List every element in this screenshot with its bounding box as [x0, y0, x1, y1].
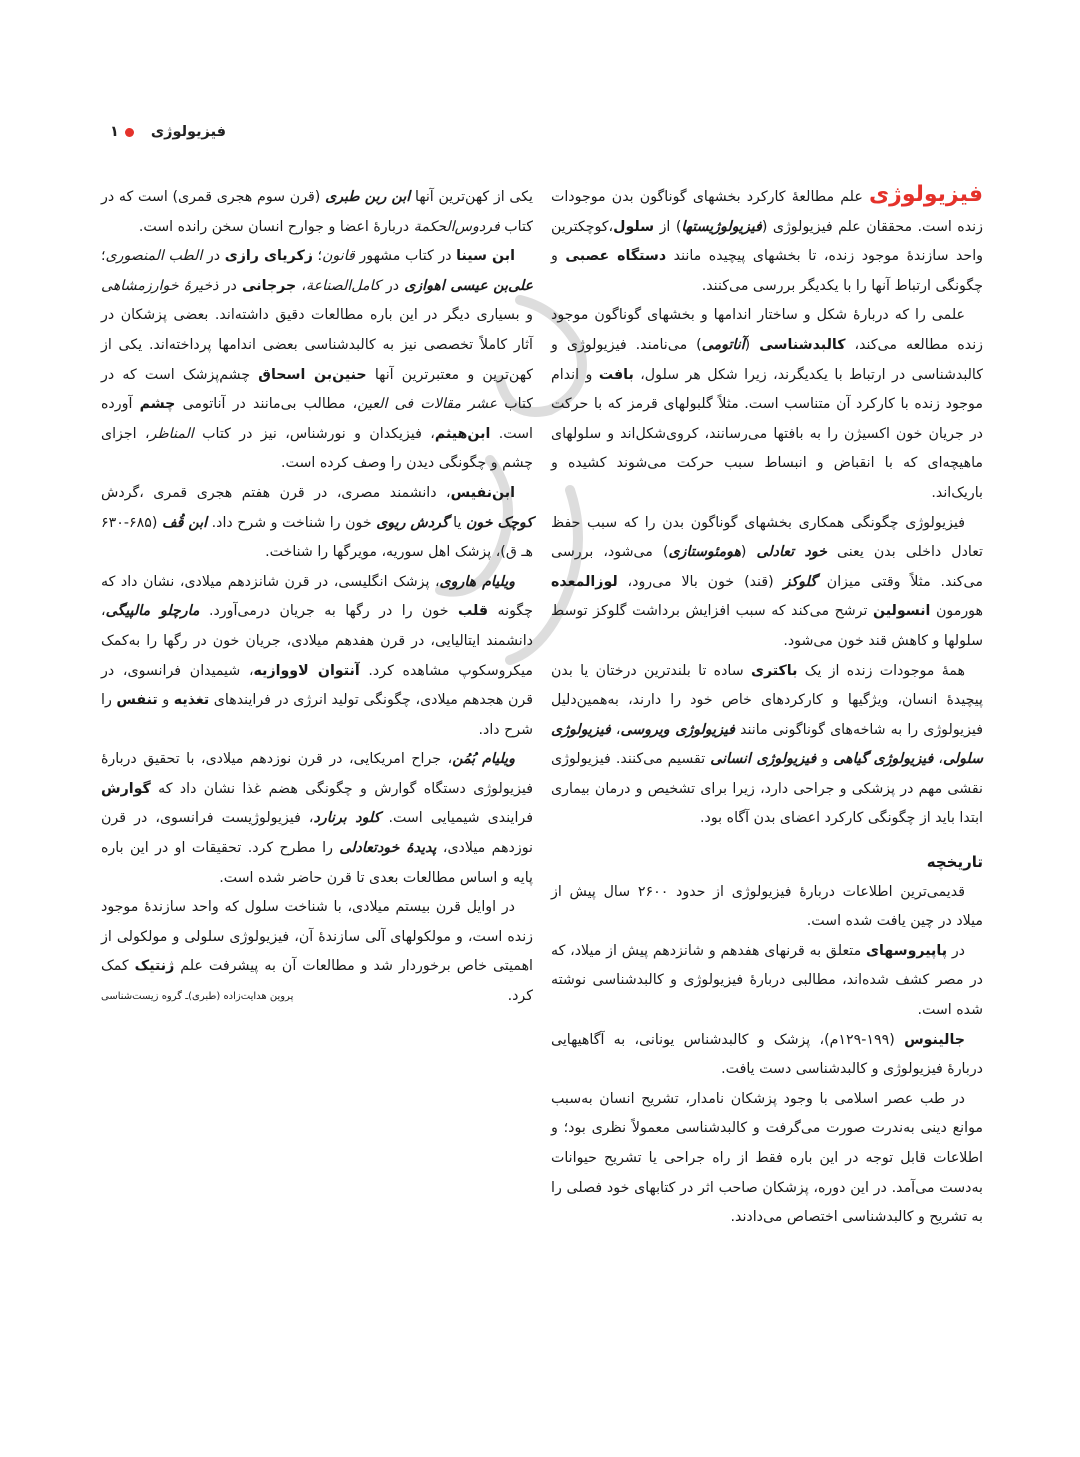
running-head [110, 124, 226, 140]
paragraph: قدیمی‌ترین اطلاعات دربارهٔ فیزیولوژی از حدود ۲۶۰۰ سال پیش از میلاد در چین یافت شده است. [551, 883, 983, 930]
paragraph: جالینوس (۱۹۹-۱۲۹م)، پزشک و کالبدشناس یونانی، به آگاهیهایی دربارهٔ فیزیولوژی و کالبدشناسی دست یافت. [551, 1031, 983, 1078]
right-column [551, 183, 983, 1233]
running-head-title: فیزیولوژی [150, 124, 226, 140]
section-heading: تاریخچه [926, 853, 983, 872]
paragraph: ابن‌نفیس، دانشمند مصری، در قرن هفتم هجری قمری ،گردش کوچک خون یا گردش ریوی خون را شناخت و شرح داد. ابن قُف (۶۸۵-۶۳۰ هـ ق)، پزشک اهل سوریه، مویرگها را شناخت. [101, 484, 534, 561]
page-number: ۱ [110, 124, 119, 140]
paragraph: در طب عصر اسلامی با وجود پزشکان نامدار، تشریح انسان به‌سبب موانع دینی به‌ندرت صورت می‌گرفت و کالبدشناسی معمولاً نظری بود؛ و اطلاعات قابل توجه در این باره فقط از راه جراحی یا تشریح حیوانات به‌دست می‌آمد. در این دوره، پزشکان صاحب اثر در کتابهای خود فصلی را به تشریح و کالبدشناسی اختصاص می‌دادند. [551, 1090, 983, 1226]
paragraph: فیزیولوژی چگونگی همکاری بخشهای گوناگون بدن را که سبب حفظ تعادل داخلی بدن یعنی خود تعادلی (هومئوستازی) می‌شود، بررسی می‌کند. مثلاً وقتی میزان گلوکز (قند) خون بالا می‌رود، لوزالمعده هورمون انسولین ترشح می‌کند که سبب افزایش برداشت گلوکز توسط سلولها و کاهش قند خون می‌شود. [551, 514, 984, 649]
bullet-dot-icon [125, 128, 134, 137]
left-column [101, 183, 533, 1012]
paragraph: یکی از کهن‌ترین آنها ابن ربن طبری (قرن سوم هجری قمری) است که در کتاب فردوس‌الحکمة دربارهٔ اعضا و جوارح انسان سخن رانده است. [101, 189, 533, 235]
author-credit: پروین هدایت‌زاده (طبری)ـ گروه زیست‌شناسی [101, 991, 294, 1003]
paragraph: در اوایل قرن بیستم میلادی، با شناخت سلول که واحد سازندهٔ موجود زنده است، و مولکولهای آلی سازندهٔ آن، فیزیولوژی سلولی و مولکولی از اهمیتی خاص برخوردار شد و مطالعات آن به پیشرفت علم ژنتیک کمک کرد. پروین هدایت‌زاده (طبری)ـ گروه زیست‌شناسی [101, 899, 533, 1005]
page-number-group [110, 124, 140, 140]
paragraph: در پاپیروسهای متعلق به قرنهای هفدهم و شانزدهم پیش از میلاد، که در مصر کشف شده‌اند، مطالبی دربارهٔ فیزیولوژی و کالبدشناسی نوشته شده است. [551, 942, 983, 1019]
paragraph: فیزیولوژی علم مطالعهٔ کارکرد بخشهای گوناگون بدن موجودات زنده است. محققان علم فیزیولوژی (فیزیولوژیستها) از سلول،کوچکترین واحد سازندهٔ موجود زنده، تا بخشهای پیچیده مانند دستگاه عصبی و چگونگی ارتباط آنها را با یکدیگر بررسی می‌کنند. [551, 182, 983, 294]
paragraph: علمی را که دربارهٔ شکل و ساختار اندامها و بخشهای گوناگون موجود زنده مطالعه می‌کند، کالبدشناسی (آناتومی) می‌نامند. فیزیولوژی و کالبدشناسی در ارتباط با یکدیگرند، زیرا شکل هر سلول، بافت و اندام موجود زنده با کارکرد آن متناسب است. مثلاً گلبولهای قرمز که با حرکت در جریان خون اکسیژن را به بافتها می‌رسانند، کروی‌شکل‌اند و سلولهای ماهیچه‌ای که با انقباض و انبساط سبب حرکت می‌شوند کشیده و باریک‌اند. [551, 307, 984, 501]
paragraph: همهٔ موجودات زنده از یک باکتری ساده تا بلندترین درختان یا بدن پیچیدهٔ انسان، ویژگیها و کارکردهای خاص خود را دارند، به‌همین‌دلیل فیزیولوژی را به شاخه‌های گوناگونی مانند فیزیولوژی ویروسی، فیزیولوژی سلولی، فیزیولوژی گیاهی و فیزیولوژی انسانی تقسیم می‌کنند. فیزیولوژی نقشی مهم در پزشکی و جراحی دارد، زیرا برای تشخیص و درمان بیماری ابتدا باید از چگونگی کارکرد اعضای بدن آگاه بود. [551, 662, 983, 827]
paragraph: ویلیام بُمُن، جراح امریکایی، در قرن نوزدهم میلادی، با تحقیق دربارهٔ فیزیولوژی دستگاه گوارش و چگونگی هضم غذا نشان داد که گوارش فرایندی شیمیایی است. کلود برنارد، فیزیولوژیست فرانسوی، در قرن نوزدهم میلادی، پدیدهٔ خودتعادلی را مطرح کرد. تحقیقات او در این باره پایه و اساس مطالعات بعدی تا قرن حاضر شده است. [101, 751, 533, 886]
paragraph: ابن سینا در کتاب مشهور قانون؛ زکریای رازی در الطب المنصوری؛ علی‌بن عیسی اهوازی در کامل‌الصناعة، جرجانی در ذخیرهٔ خوارزمشاهی و بسیاری دیگر در این باره مطالعات دقیق داشته‌اند. بعضی پزشکان در آثار کاملاً تخصصی نیز به کالبدشناسی بعضی اندامها پرداخته‌اند. یکی از کهن‌ترین و معتبرترین آنها حنین‌بن اسحاق چشم‌پزشک است که در کتاب عشر مقالات فی العین، مطالب بی‌مانند در آناتومی چشم آورده است. ابن‌هیثم، فیزیکدان و نورشناس، نیز در کتاب المناظر، اجزای چشم و چگونگی دیدن را وصف کرده است. [101, 248, 534, 472]
paragraph: ویلیام هاروی، پزشک انگلیسی، در قرن شانزدهم میلادی، نشان داد که چگونه قلب خون را در رگها به جریان درمی‌آورد. مارچلو مالپیگی، دانشمند ایتالیایی، در قرن هفدهم میلادی، جریان خون در رگها را به‌کمک میکروسکوپ مشاهده کرد. آنتوان لاووازیه، شیمیدان فرانسوی، در قرن هجدهم میلادی، چگونگی تولید انرژی در فرایندهای تغذیه و تنفس را شرح داد. [101, 573, 534, 738]
lead-term: فیزیولوژی [868, 182, 983, 207]
